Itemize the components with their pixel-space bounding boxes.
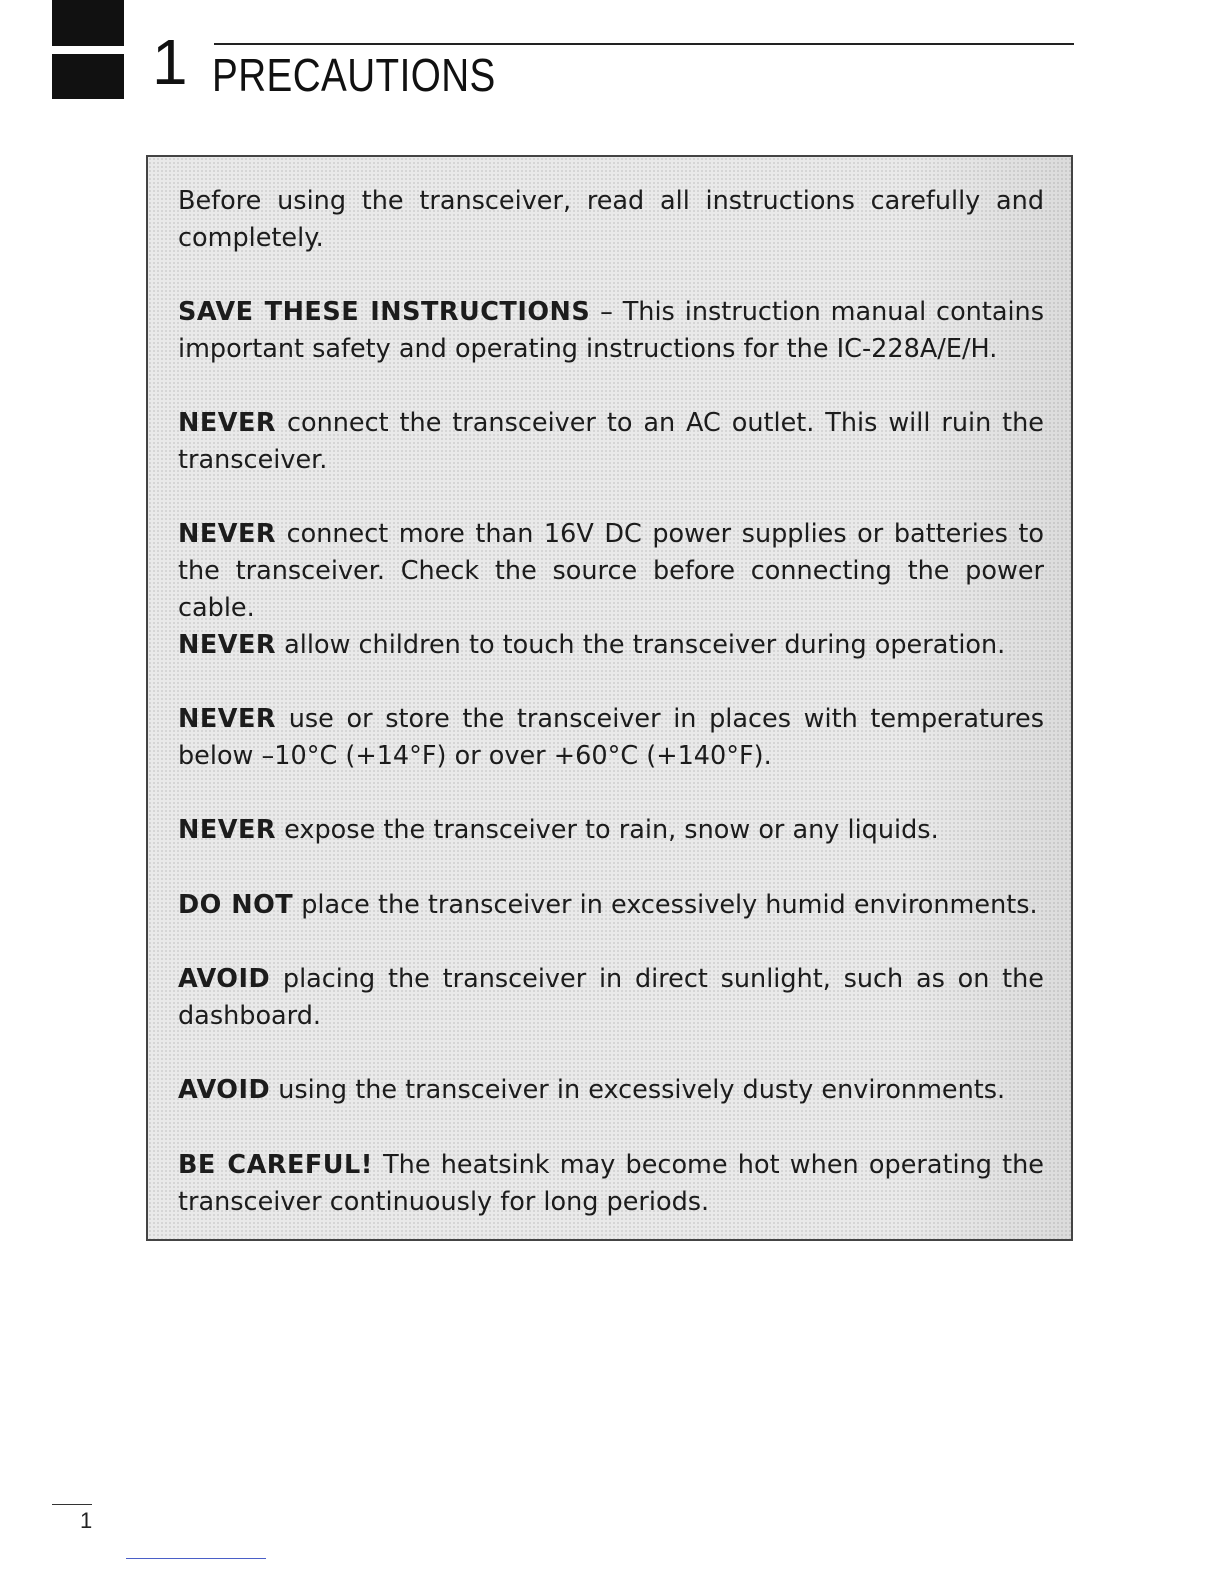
precaution-item-dust <box>178 1072 1044 1109</box>
precaution-text: placing the transceiver in direct sunlight, such as on the dashboard. <box>178 964 1044 1031</box>
precaution-item-ac-outlet <box>178 405 1044 479</box>
precaution-text: allow children to touch the transceiver during operation. <box>276 630 1006 660</box>
chapter-tab-marker-bottom <box>52 54 124 99</box>
precaution-keyword: NEVER <box>178 630 277 660</box>
page-number-rule <box>52 1504 92 1505</box>
precaution-text: use or store the transceiver in places with temperatures below –10°C (+14°F) or over +60°C (+140°F). <box>178 704 1044 771</box>
precaution-text: connect the transceiver to an AC outlet. This will ruin the transceiver. <box>178 408 1044 475</box>
chapter-title: PRECAUTIONS <box>212 49 496 101</box>
precaution-item-liquids <box>178 812 1044 849</box>
precaution-keyword: BE CAREFUL! <box>178 1150 373 1180</box>
precaution-keyword: AVOID <box>178 1075 271 1105</box>
precaution-text: – This instruction manual contains important safety and operating instructions for the IC-228A/E/H. <box>178 297 1044 364</box>
precaution-text: connect more than 16V DC power supplies or batteries to the transceiver. Check the source before connecting the power cable. <box>178 519 1044 623</box>
precaution-text: Before using the transceiver, read all instructions carefully and completely. <box>178 186 1044 253</box>
precaution-text: expose the transceiver to rain, snow or any liquids. <box>276 815 939 845</box>
precaution-keyword: NEVER <box>178 815 277 845</box>
precaution-item-children <box>178 627 1044 664</box>
precaution-text: place the transceiver in excessively humid environments. <box>293 890 1038 920</box>
precaution-text: using the transceiver in excessively dusty environments. <box>270 1075 1006 1105</box>
precaution-item-temperature <box>178 701 1044 775</box>
precaution-item-heatsink <box>178 1147 1044 1221</box>
precaution-item-humidity <box>178 887 1044 924</box>
precaution-keyword: AVOID <box>178 964 271 994</box>
precautions-box <box>146 155 1073 1241</box>
page-number: 1 <box>80 1508 93 1533</box>
chapter-tab-marker-top <box>52 0 124 46</box>
footer-underline <box>126 1558 266 1559</box>
precaution-keyword: NEVER <box>178 704 277 734</box>
chapter-number: 1 <box>152 26 188 98</box>
precaution-keyword: SAVE THESE INSTRUCTIONS <box>178 297 591 327</box>
precaution-keyword: NEVER <box>178 519 277 549</box>
precaution-item-sunlight <box>178 961 1044 1035</box>
precaution-keyword: NEVER <box>178 408 277 438</box>
precaution-text: The heatsink may become hot when operating the transceiver continuously for long periods. <box>178 1150 1044 1217</box>
precaution-item-save-instructions <box>178 294 1044 368</box>
precaution-item-power-supply <box>178 516 1044 627</box>
header-rule <box>214 43 1074 45</box>
precaution-item-intro <box>178 183 1044 257</box>
precaution-keyword: DO NOT <box>178 890 294 920</box>
